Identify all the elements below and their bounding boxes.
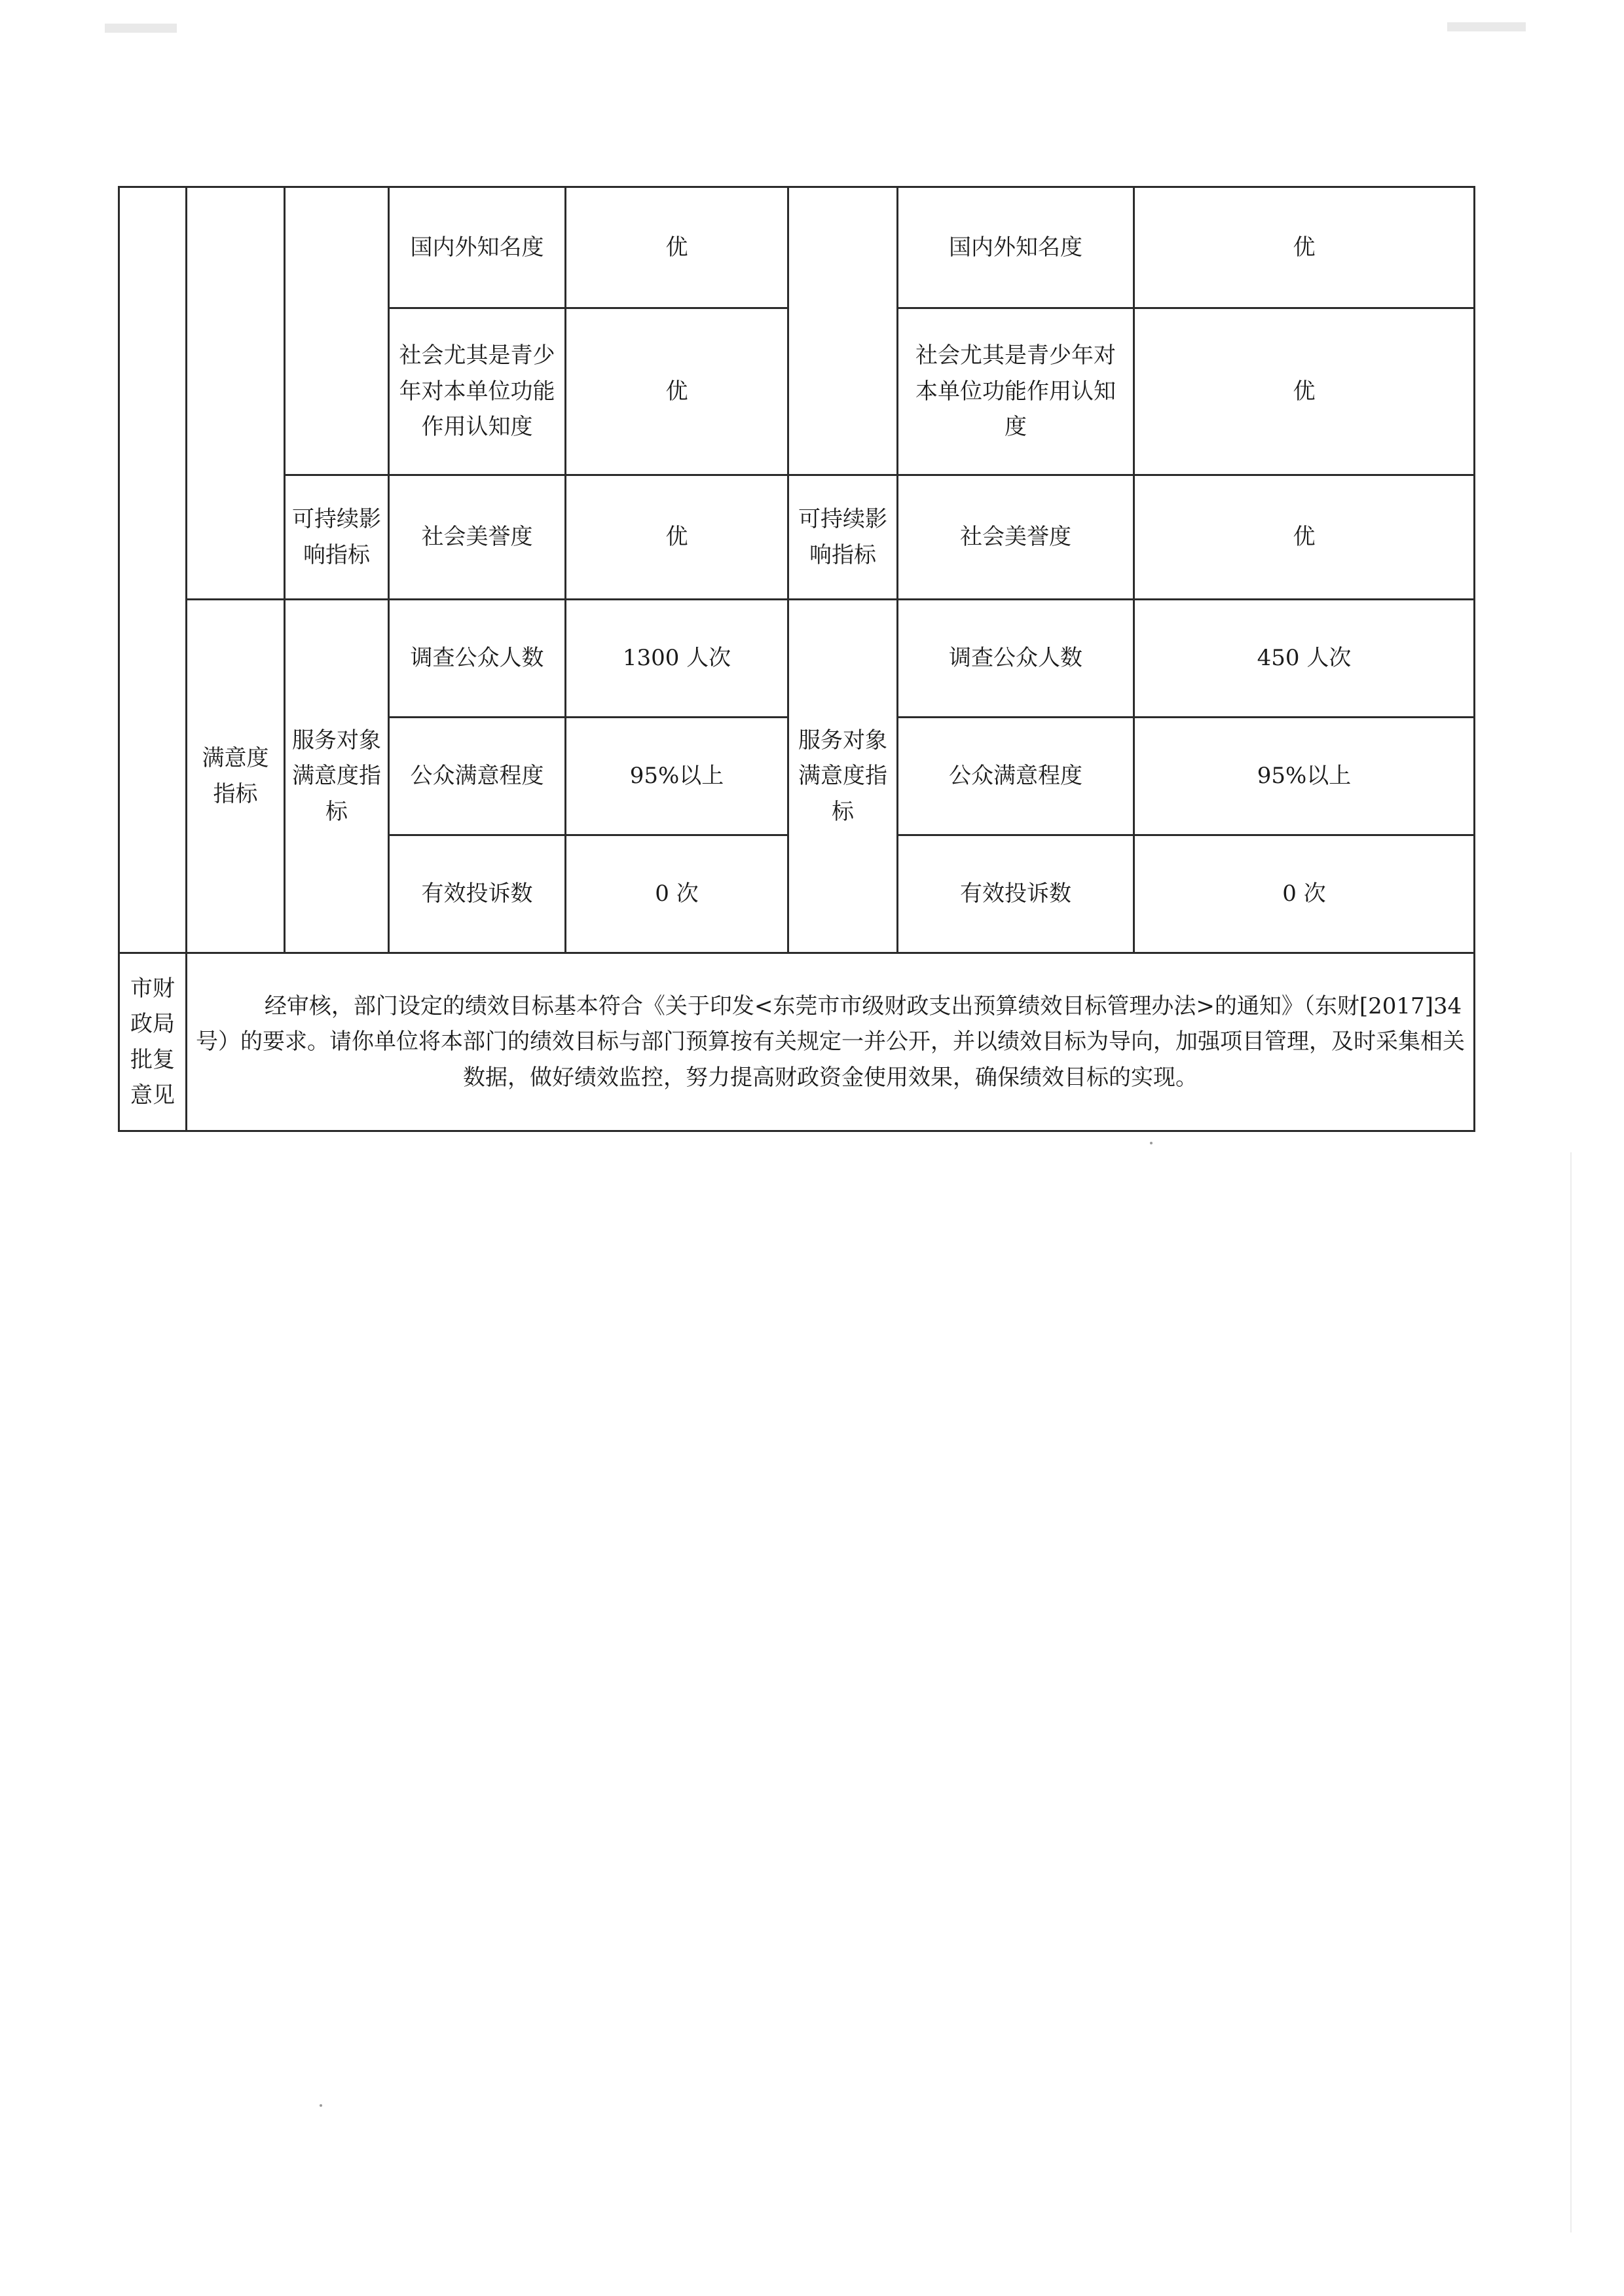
target-value-right: 优 <box>1134 308 1475 475</box>
indicator-name-right: 社会美誉度 <box>898 475 1134 600</box>
sub-category-right: 服务对象满意度指标 <box>788 600 898 953</box>
indicator-name-right: 调查公众人数 <box>898 600 1134 718</box>
indicator-name-left: 社会美誉度 <box>389 475 566 600</box>
third-level-indicator-cell <box>285 187 389 475</box>
approval-row <box>119 953 1475 1131</box>
second-level-indicator-cell <box>187 187 285 600</box>
approval-opinion-cell <box>187 953 1475 1131</box>
indicator-name-right: 社会尤其是青少年对本单位功能作用认知度 <box>898 308 1134 475</box>
target-value-right: 优 <box>1134 187 1475 308</box>
scan-speck <box>320 2104 322 2107</box>
indicator-name-left: 社会尤其是青少年对本单位功能作用认知度 <box>389 308 566 475</box>
target-value-left: 优 <box>566 475 788 600</box>
table-row <box>119 187 1475 308</box>
indicator-name-left: 调查公众人数 <box>389 600 566 718</box>
target-value-right: 95%以上 <box>1134 718 1475 835</box>
target-value-left: 95%以上 <box>566 718 788 835</box>
scan-speck <box>1150 1142 1153 1144</box>
performance-target-table <box>118 186 1475 1132</box>
target-value-left: 优 <box>566 308 788 475</box>
target-value-left: 0 次 <box>566 835 788 953</box>
approval-opinion-text: 经审核，部门设定的绩效目标基本符合《关于印发<东莞市市级财政支出预算绩效目标管理办法>的通知》（东财[2017]34 号）的要求。请你单位将本部门的绩效目标与部门预算按有关规定一并公开，并以绩效目标为导向，加强项目管理，及时采集相关数据，做好绩效监控，努力提高财政资金使用效果，确保绩效目标的实现。 <box>196 993 1465 1091</box>
indicator-name-left: 有效投诉数 <box>389 835 566 953</box>
approval-label: 市财政局批复意见 <box>119 953 187 1131</box>
table-row <box>119 475 1475 600</box>
third-level-indicator-cell-right <box>788 187 898 475</box>
indicator-name-left: 国内外知名度 <box>389 187 566 308</box>
sub-category-right: 可持续影响指标 <box>788 475 898 600</box>
scan-edge-line <box>1570 1152 1572 2232</box>
scan-artifact <box>105 24 177 33</box>
indicator-name-left: 公众满意程度 <box>389 718 566 835</box>
scan-artifact <box>1447 22 1526 31</box>
sub-category-left: 可持续影响指标 <box>285 475 389 600</box>
satisfaction-category: 满意度指标 <box>187 600 285 953</box>
indicator-name-right: 国内外知名度 <box>898 187 1134 308</box>
sub-category-left: 服务对象满意度指标 <box>285 600 389 953</box>
target-value-right: 450 人次 <box>1134 600 1475 718</box>
indicator-name-right: 公众满意程度 <box>898 718 1134 835</box>
target-value-right: 优 <box>1134 475 1475 600</box>
target-value-left: 1300 人次 <box>566 600 788 718</box>
table-row <box>119 600 1475 718</box>
target-value-right: 0 次 <box>1134 835 1475 953</box>
first-level-indicator-cell <box>119 187 187 953</box>
target-value-left: 优 <box>566 187 788 308</box>
indicator-name-right: 有效投诉数 <box>898 835 1134 953</box>
